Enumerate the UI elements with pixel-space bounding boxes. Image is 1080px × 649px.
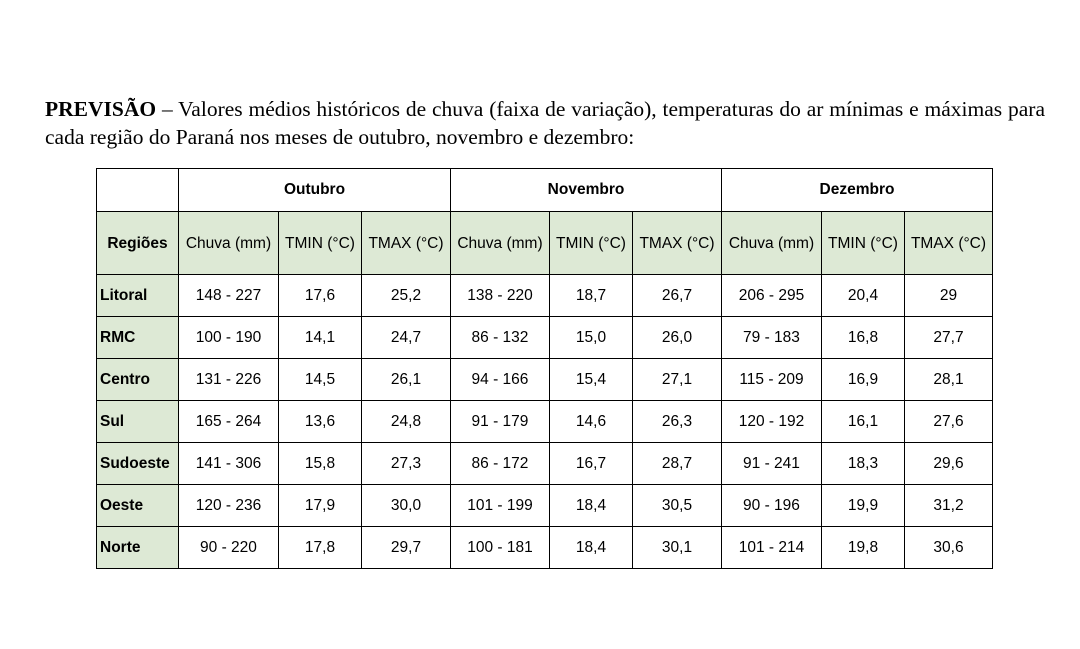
value-cell: 15,0 [550, 317, 633, 359]
corner-cell [97, 169, 179, 212]
column-header: TMAX (°C) [362, 212, 451, 275]
table-body [97, 275, 993, 569]
value-cell: 120 - 236 [179, 485, 279, 527]
value-cell: 16,7 [550, 443, 633, 485]
value-cell: 91 - 179 [451, 401, 550, 443]
column-header: Chuva (mm) [451, 212, 550, 275]
month-header-novembro: Novembro [451, 169, 722, 212]
table-row [97, 317, 993, 359]
region-name-cell: Norte [97, 527, 179, 569]
value-cell: 165 - 264 [179, 401, 279, 443]
value-cell: 17,9 [279, 485, 362, 527]
region-name-cell: Oeste [97, 485, 179, 527]
value-cell: 29,7 [362, 527, 451, 569]
table-row [97, 401, 993, 443]
value-cell: 18,7 [550, 275, 633, 317]
column-header: Chuva (mm) [722, 212, 822, 275]
value-cell: 20,4 [822, 275, 905, 317]
column-header: TMAX (°C) [633, 212, 722, 275]
value-cell: 27,1 [633, 359, 722, 401]
value-cell: 101 - 214 [722, 527, 822, 569]
value-cell: 27,7 [905, 317, 993, 359]
column-header: Chuva (mm) [179, 212, 279, 275]
intro-text: – Valores médios históricos de chuva (faixa de variação), temperaturas do ar mínimas e máximas para cada região do Paraná nos meses de outubro, novembro e dezembro: [45, 96, 1045, 149]
table-row [97, 443, 993, 485]
column-header: TMIN (°C) [550, 212, 633, 275]
value-cell: 17,8 [279, 527, 362, 569]
value-cell: 28,1 [905, 359, 993, 401]
value-cell: 100 - 190 [179, 317, 279, 359]
table-row [97, 527, 993, 569]
value-cell: 25,2 [362, 275, 451, 317]
value-cell: 30,5 [633, 485, 722, 527]
region-name-cell: RMC [97, 317, 179, 359]
table-row [97, 359, 993, 401]
value-cell: 19,8 [822, 527, 905, 569]
intro-bold-title: PREVISÃO [45, 96, 157, 121]
value-cell: 90 - 220 [179, 527, 279, 569]
value-cell: 31,2 [905, 485, 993, 527]
value-cell: 14,1 [279, 317, 362, 359]
month-header-dezembro: Dezembro [722, 169, 993, 212]
region-name-cell: Litoral [97, 275, 179, 317]
value-cell: 90 - 196 [722, 485, 822, 527]
value-cell: 16,9 [822, 359, 905, 401]
table-row [97, 275, 993, 317]
value-cell: 18,3 [822, 443, 905, 485]
value-cell: 79 - 183 [722, 317, 822, 359]
value-cell: 17,6 [279, 275, 362, 317]
value-cell: 18,4 [550, 485, 633, 527]
value-cell: 94 - 166 [451, 359, 550, 401]
value-cell: 30,6 [905, 527, 993, 569]
value-cell: 27,6 [905, 401, 993, 443]
value-cell: 101 - 199 [451, 485, 550, 527]
value-cell: 13,6 [279, 401, 362, 443]
value-cell: 24,8 [362, 401, 451, 443]
value-cell: 18,4 [550, 527, 633, 569]
value-cell: 100 - 181 [451, 527, 550, 569]
value-cell: 19,9 [822, 485, 905, 527]
value-cell: 24,7 [362, 317, 451, 359]
value-cell: 30,0 [362, 485, 451, 527]
value-cell: 16,1 [822, 401, 905, 443]
value-cell: 120 - 192 [722, 401, 822, 443]
column-header: TMIN (°C) [279, 212, 362, 275]
value-cell: 29,6 [905, 443, 993, 485]
value-cell: 141 - 306 [179, 443, 279, 485]
value-cell: 27,3 [362, 443, 451, 485]
value-cell: 91 - 241 [722, 443, 822, 485]
column-header: TMIN (°C) [822, 212, 905, 275]
value-cell: 29 [905, 275, 993, 317]
value-cell: 86 - 132 [451, 317, 550, 359]
region-name-cell: Centro [97, 359, 179, 401]
forecast-table [96, 168, 993, 569]
value-cell: 26,1 [362, 359, 451, 401]
value-cell: 26,0 [633, 317, 722, 359]
table-row [97, 485, 993, 527]
value-cell: 206 - 295 [722, 275, 822, 317]
month-header-outubro: Outubro [179, 169, 451, 212]
value-cell: 115 - 209 [722, 359, 822, 401]
value-cell: 138 - 220 [451, 275, 550, 317]
value-cell: 28,7 [633, 443, 722, 485]
value-cell: 26,3 [633, 401, 722, 443]
value-cell: 148 - 227 [179, 275, 279, 317]
column-header-row [97, 212, 993, 275]
value-cell: 26,7 [633, 275, 722, 317]
region-name-cell: Sul [97, 401, 179, 443]
value-cell: 30,1 [633, 527, 722, 569]
value-cell: 15,8 [279, 443, 362, 485]
month-header-row [97, 169, 993, 212]
value-cell: 14,5 [279, 359, 362, 401]
region-name-cell: Sudoeste [97, 443, 179, 485]
column-header: TMAX (°C) [905, 212, 993, 275]
value-cell: 86 - 172 [451, 443, 550, 485]
regions-header: Regiões [97, 212, 179, 275]
intro-paragraph [45, 95, 1045, 151]
value-cell: 14,6 [550, 401, 633, 443]
value-cell: 15,4 [550, 359, 633, 401]
value-cell: 16,8 [822, 317, 905, 359]
value-cell: 131 - 226 [179, 359, 279, 401]
